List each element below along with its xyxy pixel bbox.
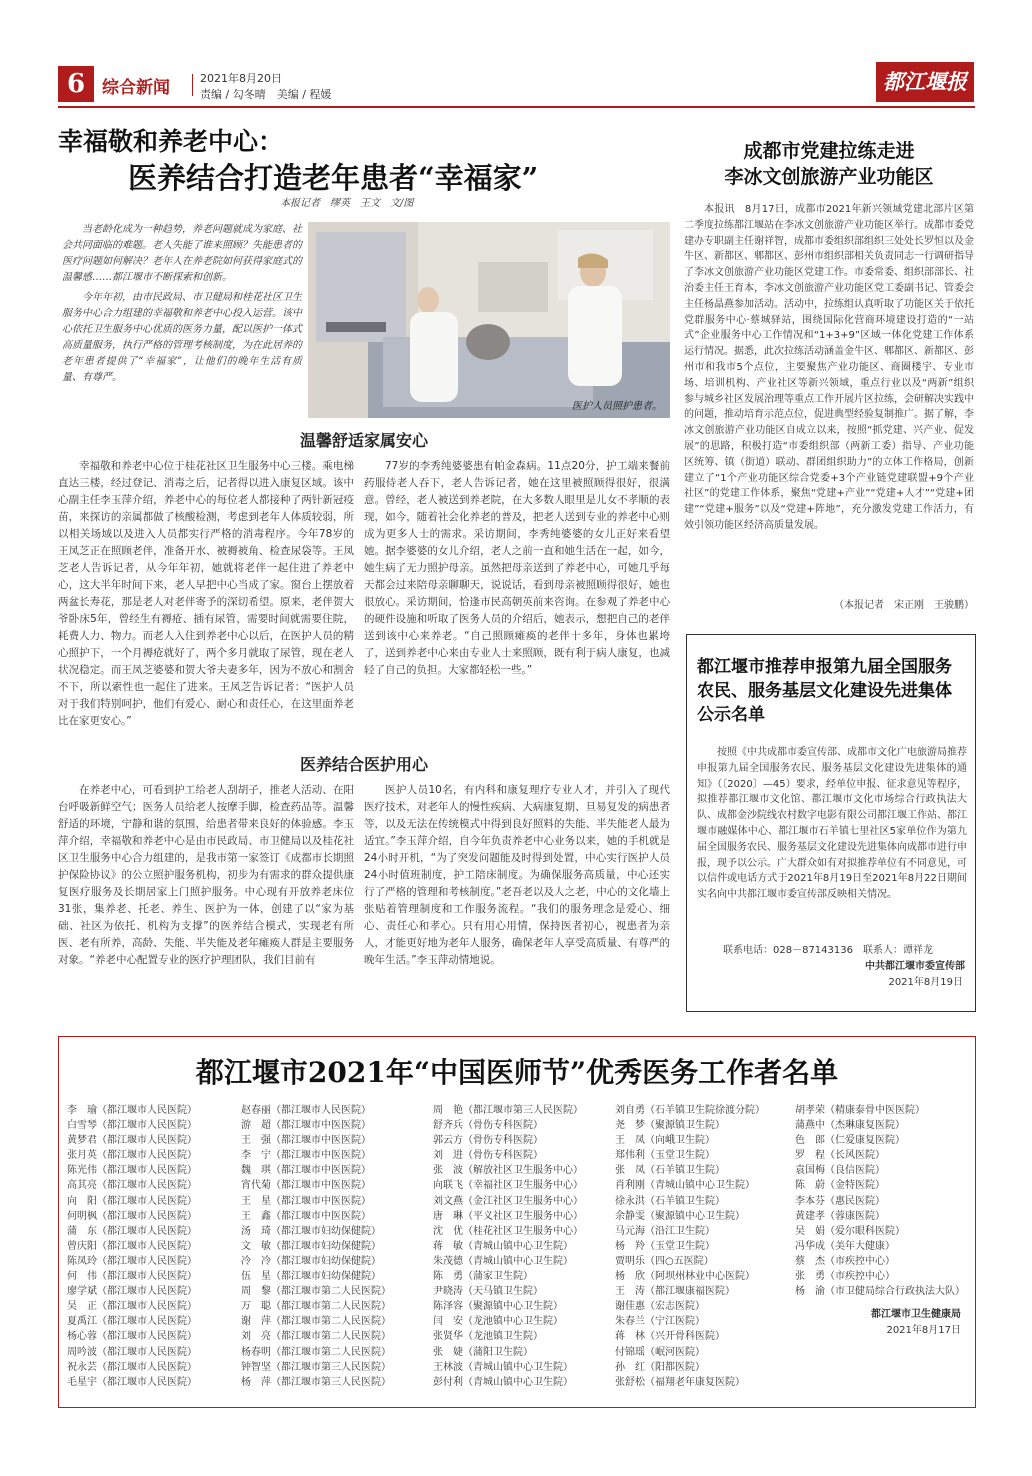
honor-list-item: 吴 娟（爱尔眼科医院） xyxy=(795,1225,905,1237)
honor-list-item: 冯华成（美年大健康） xyxy=(795,1240,895,1252)
honor-col-4 xyxy=(615,1103,791,1390)
honor-list-item: 魏 琪（都江堰市中医医院） xyxy=(241,1165,371,1177)
honor-list-item: 胡孝荣（精康泰骨中医医院） xyxy=(795,1105,925,1116)
honor-col-5 xyxy=(795,1103,975,1299)
section2-col2: 医护人员10名，有内科和康复理疗专业人才，并引入了现代医疗技术，对老年人的慢性疾病、大病康复期、旦易复发的病患者等，以及无法在传统模式中得到良好照料的失能、半失能老人最为适宜。”李玉萍介绍，自今年负责养老中心业务以来，她的手机就是24小时开机，“为了突发问题能及时得到处置，中心实行医护人员24小时值班制度，护工陪床制度。为确保服务高质量，中心还实行了严格的管理和考核制度。”老吾老以及人之老，中心的文化墙上张贴着管理制度和工作服务流程。“我们的服务理念是爱心、细心、责任心和孝心。只有用心用情，保持医者初心，视患者为亲人，才能更好地为老年人服务，确保老年人享受高质量、有尊严的晚年生活。”李玉萍动情地说。 xyxy=(364,784,670,966)
honor-list-item: 谢佳惠（宏志医院） xyxy=(615,1301,705,1313)
honor-list-item: 汤 琦（都江堰市妇幼保健院） xyxy=(241,1225,381,1237)
editors: 责编 / 勾冬晴 美编 / 程媛 xyxy=(200,88,332,101)
honor-list-item: 祝永芸（都江堰市人民医院） xyxy=(67,1361,197,1373)
masthead-logo xyxy=(876,62,974,102)
honor-list-item: 杨 羚（玉堂卫生院） xyxy=(615,1240,715,1252)
honor-list-item: 刘 进（骨伤专科医院） xyxy=(433,1150,543,1162)
header-rule xyxy=(58,106,975,108)
page-number-badge xyxy=(58,66,94,102)
honor-list-item: 何 伟（都江堰市人民医院） xyxy=(67,1271,197,1283)
honor-list-item: 孙 红（阳都医院） xyxy=(615,1361,705,1373)
honor-list-item: 曾庆阳（都江堰市人民医院） xyxy=(67,1240,197,1252)
honor-list-item: 黄建孝（蓉康医院） xyxy=(795,1210,885,1222)
honor-list-item: 尧 梦（聚源镇卫生院） xyxy=(615,1120,725,1132)
honor-list-item: 李 宁（都江堰市中医医院） xyxy=(241,1150,371,1162)
honor-list-item: 舒齐兵（骨伤专科医院） xyxy=(433,1120,543,1132)
honor-list-item: 贾明乐（四○五医院） xyxy=(615,1255,714,1267)
honor-list-item: 郑伟利（玉堂卫生院） xyxy=(615,1150,715,1162)
honor-list-item: 蒲 东（都江堰市人民医院） xyxy=(67,1225,197,1237)
honor-list-item: 何明枫（都江堰市人民医院） xyxy=(67,1210,197,1222)
notice-date: 2021年8月19日 xyxy=(888,977,963,988)
honor-date: 2021年8月17日 xyxy=(886,1325,961,1336)
right1-byline: （本报记者 宋正刚 王骏鹏） xyxy=(834,600,974,611)
honor-list-item: 张舒松（福翔老年康复医院） xyxy=(615,1376,745,1388)
section2-heading: 医养结合医护用心 xyxy=(299,755,428,774)
honor-col-2 xyxy=(241,1103,427,1390)
main-title-line1: 幸福敬和养老中心： xyxy=(58,127,284,156)
honor-list-item: 杨心蓉（都江堰市人民医院） xyxy=(67,1331,197,1343)
page-number: 6 xyxy=(66,69,86,99)
honor-list-item: 张贤华（龙池镇卫生院） xyxy=(433,1331,543,1343)
article-photo xyxy=(308,222,670,418)
honor-list-item: 王 星（都江堰市中医医院） xyxy=(241,1195,371,1207)
masthead-text: 都江堰报 xyxy=(883,69,967,94)
honor-list-item: 陈凤玲（都江堰市人民医院） xyxy=(67,1255,197,1267)
honor-list-item: 蒋 林（兴开骨科医院） xyxy=(615,1331,725,1343)
honor-list-item: 向联飞（幸福社区卫生服务中心） xyxy=(433,1180,583,1192)
honor-list-item: 张 凤（石羊镇卫生院） xyxy=(615,1165,725,1177)
honor-list-item: 谢 萍（都江堰市第二人民医院） xyxy=(241,1316,391,1328)
header-divider xyxy=(192,74,193,96)
honor-list-item: 王 凤（向峨卫生院） xyxy=(615,1135,715,1147)
honor-list-item: 王 涛（都江堰康福医院） xyxy=(615,1286,735,1298)
lead-para-2: 今年年初，由市民政局、市卫健局和桂花社区卫生服务中心合力组建的幸福敬和养老中心投入运营。该中心依托卫生服务中心优质的医务力量，配以医护一体式高质量服务，执行严格的管理考核制度，为在此居养的老年患者提供了“幸福家”，让他们的晚年生活有质量、有尊严。 xyxy=(62,292,302,383)
honor-list-item: 朱茂德（青城山镇中心卫生院） xyxy=(433,1255,573,1267)
section1-col1: 幸福敬和养老中心位于桂花社区卫生服务中心三楼。乘电梯直达三楼，经过登记、消毒之后，记者得以进入康复区域。该中心副主任李玉萍介绍，养老中心的每位老人都接种了两针新冠疫苗，来探访的亲属都做了核酸检测，考虑到老年人体质较弱，所以相关场域以及进入人员都实行严格的消毒程序。今年78岁的王凤芝正在照顾老伴，准备开水、被褥被角、检查尿袋等。王凤芝老人告诉记者，从今年年初，她就将老伴一起住进了养老中心，这大半年时间下来，老人早把中心当成了家。窗台上摆放着两盆长寿花，那是老人对老伴寄予的深切希望。原来，老伴贺大爷卧床5年，曾经生有褥疮、插有尿管，需要时间就需要住院，耗费人力、物力。而老人入住到养老中心以后，在医护人员的精心照护下，一个月褥疮就好了，两个多月就取了尿管，现在老人状况稳定。而王凤芝婆婆和贺大爷夫妻多年，因为不放心和割舍不下，所以索性也一起住了进来。王凤芝告诉记者：“医护人员对于我们特别呵护，他们有爱心、耐心和责任心，在这里面养老比在家更安心。” xyxy=(58,460,354,727)
honor-list-item: 罗 程（长风医院） xyxy=(795,1150,885,1162)
honor-list-item: 宵代菊（都江堰市中医医院） xyxy=(241,1180,371,1192)
honor-list-item: 杨 渝（市卫健局综合行政执法大队） xyxy=(795,1286,965,1298)
honor-list-item: 付锦瑶（岷河医院） xyxy=(615,1346,705,1358)
right1-title-line1: 成都市党建拉练走进 xyxy=(743,140,915,162)
honor-list-item: 陈 蔚（金特医院） xyxy=(795,1180,885,1192)
honor-list-item: 袁国梅（良信医院） xyxy=(795,1165,885,1177)
honor-list-item: 张 波（解放社区卫生服务中心） xyxy=(433,1165,583,1177)
lead-box xyxy=(62,222,302,412)
photo-caption: 医护人员照护患者。 xyxy=(572,401,662,412)
honor-list-item: 赵春丽（都江堰市人民医院） xyxy=(241,1105,371,1116)
honor-list-item: 陈泽容（聚源镇中心卫生院） xyxy=(433,1301,563,1313)
honor-list-box xyxy=(58,1036,976,1408)
honor-list-item: 沈 优（桂花社区卫生服务中心） xyxy=(433,1225,583,1237)
honor-list-item: 刘文燕（金江社区卫生服务中心） xyxy=(433,1195,583,1207)
page-header xyxy=(58,66,975,106)
photo-illustration xyxy=(308,222,670,418)
honor-list-item: 李本芬（惠民医院） xyxy=(795,1195,885,1207)
honor-list-item: 刘自勇（石羊镇卫生院徐渡分院） xyxy=(615,1105,765,1116)
honor-list-item: 蔡 杰（市疾控中心） xyxy=(795,1255,895,1267)
honor-list-item: 向 阳（都江堰市人民医院） xyxy=(67,1195,197,1207)
honor-list-item: 黄梦君（都江堰市人民医院） xyxy=(67,1135,197,1147)
honor-list-item: 廖学斌（都江堰市人民医院） xyxy=(67,1286,197,1298)
honor-list-item: 夏禹江（都江堰市人民医院） xyxy=(67,1316,197,1328)
honor-list-item: 周 黎（都江堰市第二人民医院） xyxy=(241,1286,391,1298)
notice-contact: 联系电话：028－87143136 联系人：谭祥龙 xyxy=(723,945,933,956)
honor-list-item: 王 强（都江堰市中医医院） xyxy=(241,1135,371,1147)
honor-list-item: 刘 亮（都江堰市第二人民医院） xyxy=(241,1331,391,1343)
section2-col1: 在养老中心，可看到护工给老人刮胡子，推老人活动、在阳台呼吸新鲜空气；医务人员给老人按摩手脚，检查药品等。温馨舒适的环境，宁静和谐的氛围，给患者带来良好的体验感。李玉萍介绍，幸福敬和养老中心是由市民政局、市卫健局以及桂花社区卫生服务中心合力组建的，是我市第一家签订《成都市长期照护保险协议》的公立照护服务机构，初步为有需求的群众提供康复医疗服务及长期居家上门照护服务。中心现有开放养老床位31张，集养老、托老、养生、医护为一体，创建了以“家为基础、社区为依托、机构为支撑”的医养结合模式，实现老有所医、老有所养，高龄、失能、半失能及老年瘫痪人群是主要服务对象。“养老中心配置专业的医疗护理团队，我们目前有 xyxy=(58,784,354,966)
honor-list-item: 张 婕（蒲阳卫生院） xyxy=(433,1346,533,1358)
honor-list-item: 文 敏（都江堰市妇幼保健院） xyxy=(241,1240,381,1252)
honor-list-item: 尹晓涛（天马镇卫生院） xyxy=(433,1286,543,1298)
main-byline: 本报记者 缪英 王文 文/图 xyxy=(280,198,414,209)
section1-col2: 77岁的李秀纯婆婆患有帕金森病。11点20分，护工端来餐前药服侍老人吞下，老人告诉记者，她在这里被照顾得很好，很满意。曾经，老人被送到养老院，在大多数人眼里是儿女不孝顺的表现，如今，随着社会化养老的普及，把老人送到专业的养老中心则成为更多人士的需求。采访期间，李秀纯婆婆的女儿正好来看望她。据李婆婆的女儿介绍，老人之前一直和她生活在一起，如今，她生病了无力照护母亲。虽然把母亲送到了养老中心，可她几乎每天都会过来陪母亲聊聊天，说说话，看到母亲被照顾得很好，她也很放心。采访期间，恰逢市民高朝英前来咨询。在参观了养老中心的硬件设施和听取了医务人员的介绍后，她表示，想把自己的老伴送到该中心来养老。“自己照顾瘫痪的老伴十多年，身体也累垮了，送到养老中心来由专业人士来照顾，既有利于病人康复，也减轻了自己的负担。大家都轻松一些。” xyxy=(364,460,670,676)
honor-signer: 都江堰市卫生健康局 xyxy=(871,1309,961,1320)
right1-body: 本报讯 8月17日，成都市2021年新兴领域党建北部片区第二季度拉练都江堰站在李冰文创旅游产业功能区举行。成都市委党建办专职副主任谢祥智，成都市委组织部组织三处处长罗恒以及金牛区、新都区、郫都区、彭州市组织部相关负责同志一行调研指导了李冰文创旅游产业功能区党建工作。市委常委、组织部部长、社治委主任王育本，李冰文创旅游产业功能区党工委副书记、管委会主任杨晶燕参加活动。活动中，拉练组认真听取了功能区关于依托党群服务中心·蔡城驿站，围绕国际化营商环境建设打造的“一站式”企业服务中心工作情况和“1+3+9”区域一体化党建工作体系运行情况。据悉，此次拉练活动涵盖金牛区、郫都区、新都区、彭州市和我市5个点位，主要聚焦产业功能区、商圈楼宇、专业市场、培训机构、产业社区等新兴领域，重点行业以及“两新”组织参与城乡社区发展治理等重点工作开展片区拉练，会研解决实践中的问题，推动培育示范点位，促进典型经验复制推广。据了解，李冰文创旅游产业功能区自成立以来，按照“抓党建、兴产业、促发展”的思路，积极打造“市委组织部（两新工委）指导、产业功能区统筹、镇（街道）联动、群团组织助力”的立体工作格局，创新建立了“1个产业功能区综合党委+3个产业链党建联盟+9个产业社区”的党建工作体系，聚焦“党建+产业”“党建+人才”“党建+团建”“党建+服务”以及“党建+阵地”，充分激发党建工作活力，有效引领功能区经济高质量发展。 xyxy=(684,204,974,531)
honor-col-3 xyxy=(433,1103,611,1390)
honor-list-item: 游 超（都江堰市中医医院） xyxy=(241,1120,371,1132)
notice-signer: 中共都江堰市委宣传部 xyxy=(865,961,965,972)
honor-list-item: 朱春兰（宁江医院） xyxy=(615,1316,705,1328)
notice-title: 都江堰市推荐申报第九届全国服务农民、服务基层文化建设先进集体公示名单 xyxy=(697,657,952,725)
honor-list-item: 钟智坚（都江堰市第三人民医院） xyxy=(241,1361,391,1373)
honor-list-item: 蒋 敏（青城山镇中心卫生院） xyxy=(433,1240,573,1252)
honor-col-1 xyxy=(67,1103,243,1390)
honor-list-item: 徐永洪（石羊镇卫生院） xyxy=(615,1195,725,1207)
honor-list-item: 吴 正（都江堰市人民医院） xyxy=(67,1301,197,1313)
honor-list-item: 陈 勇（蒲家卫生院） xyxy=(433,1271,533,1283)
honor-list-item: 色 郎（仁爱康复医院） xyxy=(795,1135,905,1147)
honor-list-item: 伍 星（都江堰市妇幼保健院） xyxy=(241,1271,381,1283)
honor-list-item: 杨 萍（都江堰市第三人民医院） xyxy=(241,1376,391,1388)
honor-list-item: 马元海（沿江卫生院） xyxy=(615,1225,715,1237)
honor-list-item: 王林波（青城山镇中心卫生院） xyxy=(433,1361,573,1373)
honor-list-item: 蒲燕中（杰琳康复医院） xyxy=(795,1120,905,1132)
honor-list-item: 肖利刚（青城山镇中心卫生院） xyxy=(615,1180,755,1192)
honor-list-item: 杨 欣（阿坝州林业中心医院） xyxy=(615,1271,755,1283)
section-name: 综合新闻 xyxy=(102,78,170,98)
honor-list-item: 王 鑫（都江堰市中医医院） xyxy=(241,1210,371,1222)
honor-list-item: 张 勇（市疾控中心） xyxy=(795,1271,895,1283)
honor-list-item: 唐 琳（平义社区卫生服务中心） xyxy=(433,1210,583,1222)
honor-list-item: 杨春明（都江堰市第二人民医院） xyxy=(241,1346,391,1358)
honor-list-item: 周吟波（都江堰市人民医院） xyxy=(67,1346,197,1358)
honor-list-item: 闫 安（龙池镇中心卫生院） xyxy=(433,1316,563,1328)
honor-list-item: 毛星宇（都江堰市人民医院） xyxy=(67,1376,197,1388)
honor-list-item: 李 瑜（都江堰市人民医院） xyxy=(67,1105,197,1116)
honor-list-item: 冷 冷（都江堰市妇幼保健院） xyxy=(241,1255,381,1267)
notice-body: 按照《中共成都市委宣传部、成都市文化广电旅游局推荐申报第九届全国服务农民、服务基层文化建设先进集体的通知》（〔2020〕—45）要求，经单位申报、征求意见等程序，拟推荐都江堰市文化馆、都江堰市文化市场综合行政执法大队、成都金沙院线农村数字电影有限公司都江堰工作站、都江堰市融媒体中心、都江堰市石羊镇七里社区5家单位作为第九届全国服务农民、服务基层文化建设先进集体向成都市进行申报，现予以公示。广大群众如有对拟推荐单位有不同意见，可以信件或电话方式于2021年8月19日至2021年8月22日期间实名向中共都江堰市委宣传部反映相关情况。 xyxy=(697,747,967,901)
main-title-line2: 医养结合打造老年患者“幸福家” xyxy=(128,161,539,195)
section1-heading: 温馨舒适家属安心 xyxy=(299,431,428,450)
honor-list-item: 白雪琴（都江堰市人民医院） xyxy=(67,1120,197,1132)
lead-para-1: 当老龄化成为一种趋势，养老问题就成为家庭、社会共同面临的难题。老人失能了谁来照顾？失能患者的医疗问题如何解决？老年人在养老院如何获得家庭式的温馨感……都江堰市不断探索和创新。 xyxy=(62,224,302,283)
honor-list-item: 高其亮（都江堰市人民医院） xyxy=(67,1180,197,1192)
honor-list-title: 都江堰市2021年“中国医师节”优秀医务工作者名单 xyxy=(195,1056,839,1089)
honor-list-item: 郭云方（骨伤专科医院） xyxy=(433,1135,543,1147)
honor-list-item: 彭付利（青城山镇中心卫生院） xyxy=(433,1376,573,1388)
notice-box xyxy=(686,634,976,1012)
honor-list-item: 周 艳（都江堰市第三人民医院） xyxy=(433,1105,583,1116)
issue-date: 2021年8月20日 xyxy=(200,72,282,85)
honor-list-item: 张月英（都江堰市人民医院） xyxy=(67,1150,197,1162)
honor-list-item: 万 聪（都江堰市第二人民医院） xyxy=(241,1301,391,1313)
honor-list-item: 余静雯（聚源镇中心卫生院） xyxy=(615,1210,745,1222)
right1-title-line2: 李冰文创旅游产业功能区 xyxy=(724,166,934,188)
honor-list-item: 陈光伟（都江堰市人民医院） xyxy=(67,1165,197,1177)
